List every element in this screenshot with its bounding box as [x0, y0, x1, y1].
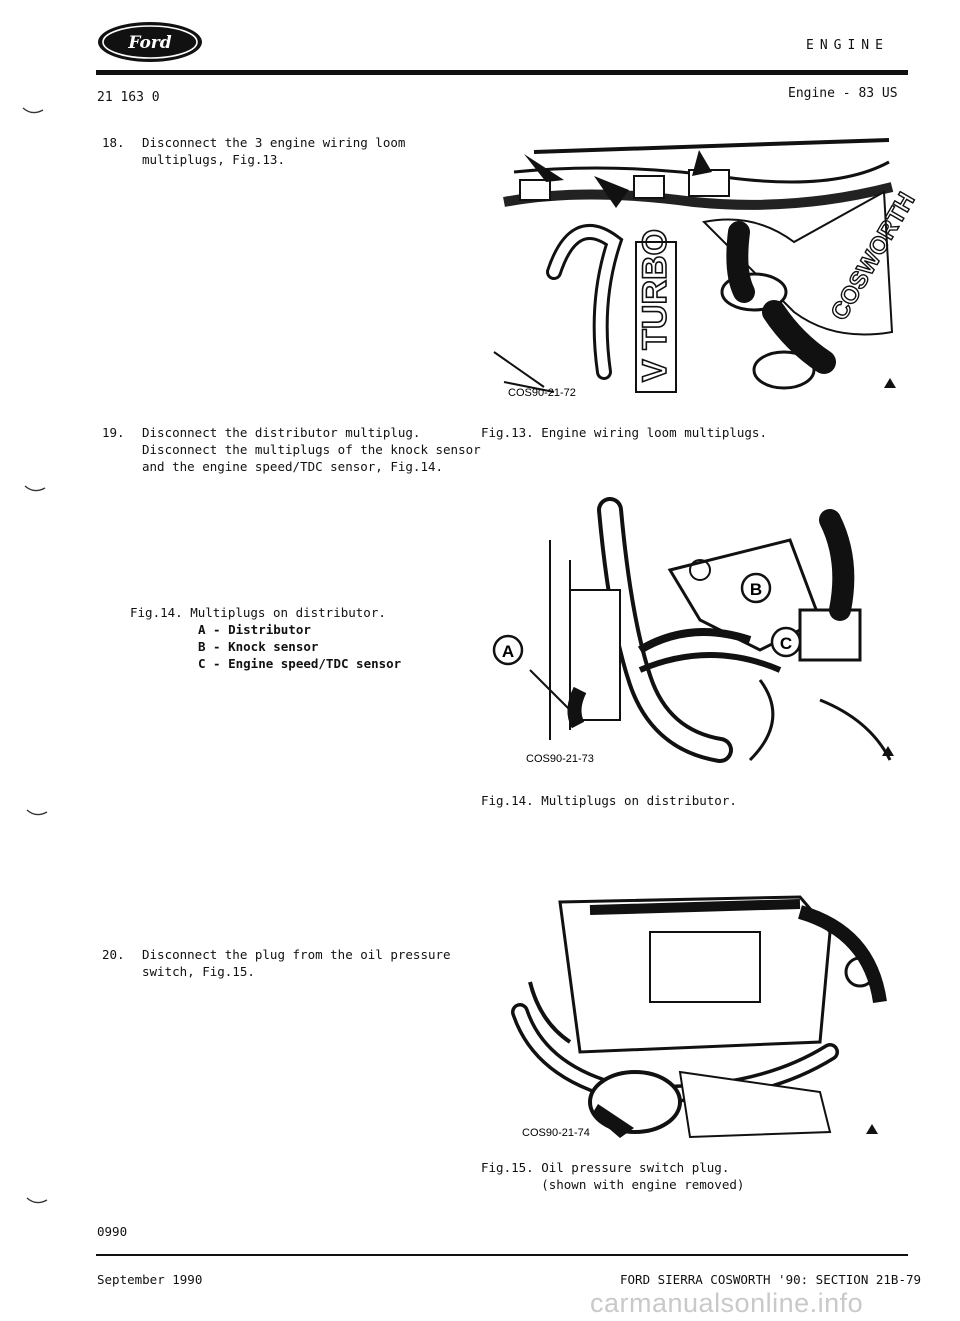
figure-13-photo [494, 132, 921, 400]
footer-date: September 1990 [97, 1272, 203, 1287]
legend-item: C - Engine speed/TDC sensor [198, 656, 402, 671]
figure-15-photo [500, 892, 896, 1144]
margin-mark [22, 106, 44, 116]
watermark[interactable]: carmanualsonline.info [590, 1288, 864, 1318]
legend-item: A - Distributor [198, 622, 311, 637]
step-number: 19. [102, 425, 125, 440]
page-code: 21 163 0 [97, 90, 160, 105]
callout-c: C [779, 634, 793, 653]
step-number: 20. [102, 947, 125, 962]
photo-code: COS90-21-72 [508, 387, 576, 399]
fig14-legend-title: Fig.14. Multiplugs on distributor. [130, 605, 386, 620]
footer-rule [96, 1254, 908, 1256]
step-text: Disconnect the plug from the oil pressure switch, Fig.15. [142, 947, 451, 979]
callout-a: A [501, 642, 515, 661]
callout-b: B [749, 580, 763, 599]
step-text: Disconnect the 3 engine wiring loom multiplugs, Fig.13. [142, 135, 406, 167]
section-title: ENGINE [806, 38, 889, 53]
header-rule [96, 70, 908, 75]
margin-mark [26, 808, 48, 818]
footer-publication: FORD SIERRA COSWORTH '90: SECTION 21B-79 [620, 1272, 922, 1287]
photo-code: COS90-21-74 [522, 1127, 590, 1139]
step-number: 18. [102, 135, 125, 150]
step-text: Disconnect the distributor multiplug. Disconnect the multiplugs of the knock sensor and the engine speed/TDC sensor, Fig.14. [142, 425, 481, 474]
svg-text:COSWORTH: COSWORTH [825, 187, 921, 325]
figure-14-caption: Fig.14. Multiplugs on distributor. [481, 793, 737, 808]
legend-item: B - Knock sensor [198, 639, 319, 654]
figure-15-caption: Fig.15. Oil pressure switch plug. (shown with engine removed) [481, 1160, 745, 1192]
figure-14-photo [490, 500, 898, 772]
photo-code: COS90-21-73 [526, 753, 594, 765]
logo-text: Ford [128, 33, 172, 53]
margin-mark [26, 1196, 48, 1206]
figure-13-caption: Fig.13. Engine wiring loom multiplugs. [481, 425, 767, 440]
document-number: 0990 [97, 1224, 128, 1239]
subsection-title: Engine - 83 US [788, 86, 898, 101]
ford-logo [96, 20, 204, 64]
margin-mark [24, 484, 46, 494]
svg-text:V TURBO: V TURBO [636, 229, 674, 382]
